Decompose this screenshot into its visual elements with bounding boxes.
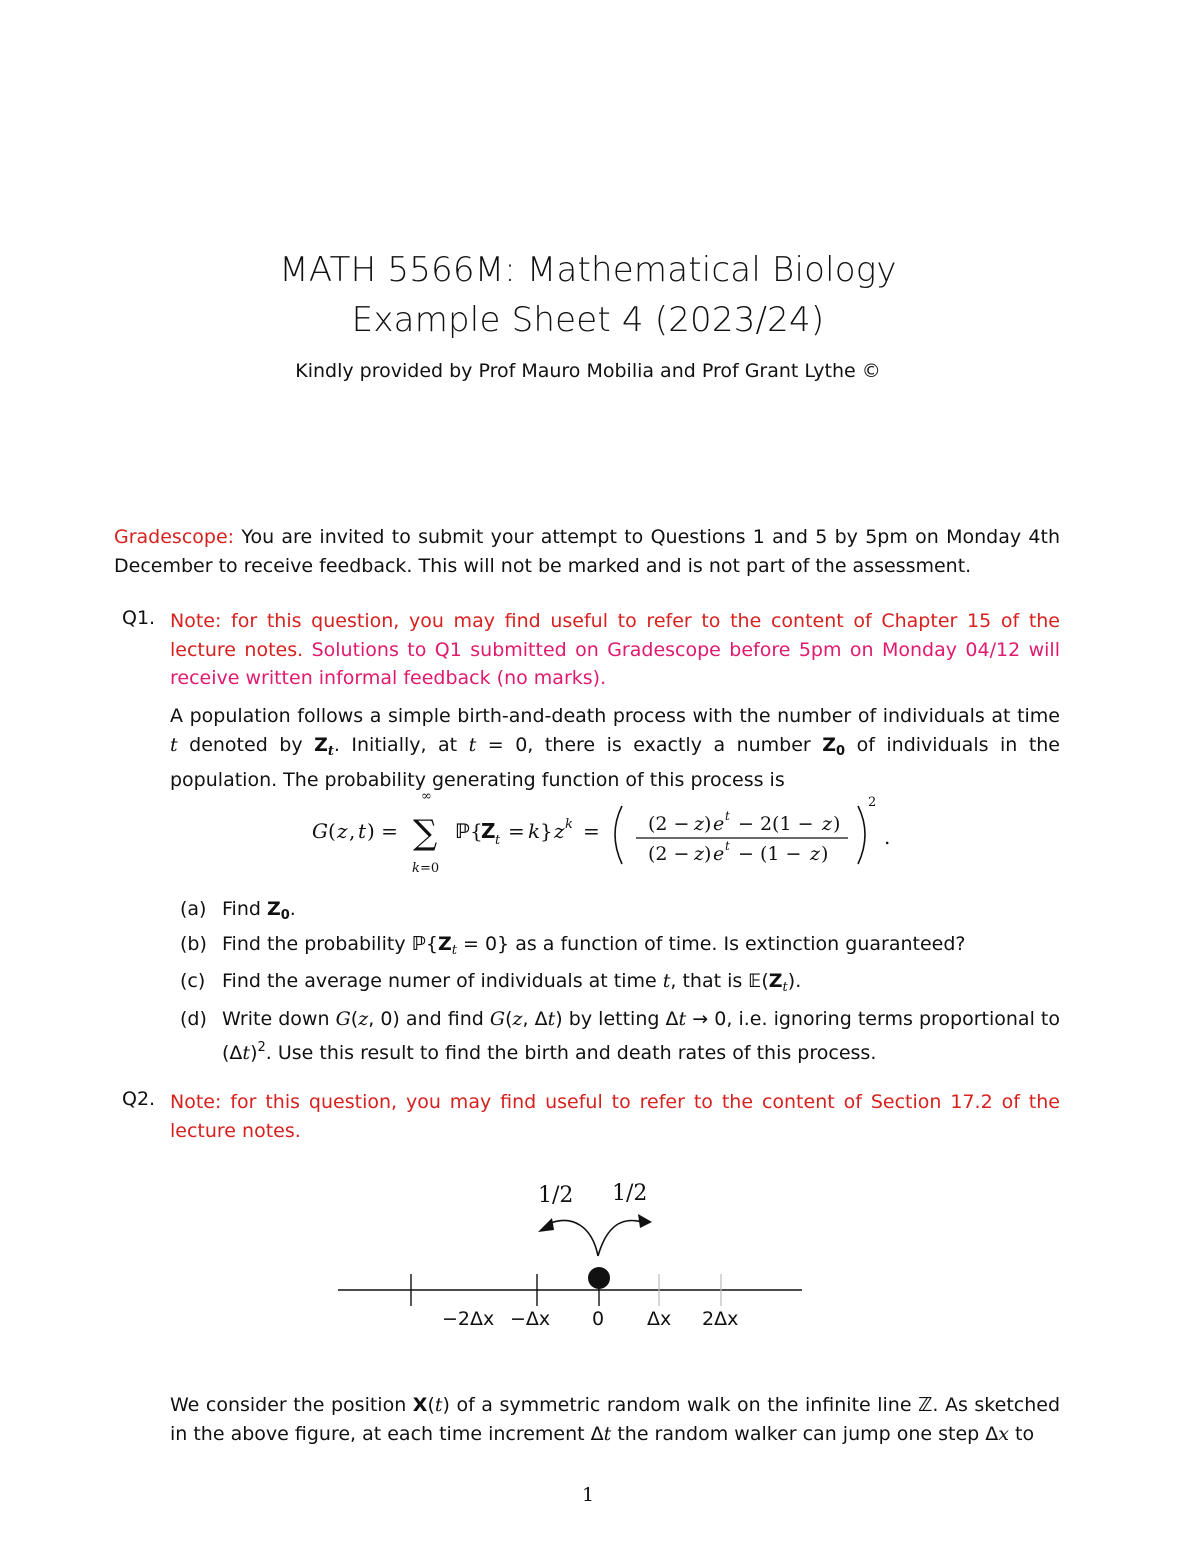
gradescope-paragraph	[114, 523, 1060, 580]
svg-text:ℙ: ℙ	[455, 819, 470, 843]
q1-body-text: . Initially, at	[333, 733, 469, 756]
left-arrowhead	[538, 1218, 554, 1232]
page-title-line2: Example Sheet 4 (2023/24)	[351, 300, 825, 340]
svg-text:z: z	[694, 843, 705, 865]
svg-text:− (1 −: − (1 −	[738, 843, 802, 865]
q1-body-text: of individuals in the population. The probability generating function of this process is	[170, 733, 1060, 791]
byline: Kindly provided by Prof Mauro Mobilia and Prof Grant Lythe ©	[295, 360, 881, 382]
svg-text:t: t	[358, 819, 367, 843]
q2-body-text: of a symmetric random walk on the infinite line	[449, 1394, 919, 1416]
svg-text:=: =	[508, 819, 525, 843]
q1-body-text: A population follows a simple birth-and-death process with the number of individuals at time	[170, 705, 1060, 727]
svg-text:z: z	[337, 819, 348, 843]
q1-body: A population follows a simple birth-and-death process with the number of individuals at time t denoted by $Z_t$. Initially, at t = 0, there is exactly a number $Z_0$ of individuals in the population. The probability generating function of this process is	[170, 705, 1060, 791]
q2-note-red: Note: for this question, you may find useful to refer to the content of Section 17.2 of the lecture notes.	[170, 1091, 1060, 1142]
svg-text:k: k	[412, 861, 420, 876]
svg-text:z: z	[810, 843, 821, 865]
q1-note-pink: Solutions to Q1 submitted on Gradescope before 5pm on Monday 04/12 will receive written informal feedback (no marks).	[170, 638, 1060, 689]
math-Z0: $Z_0$	[822, 733, 846, 759]
page-number: 1	[581, 1484, 595, 1506]
svg-text:): )	[833, 813, 841, 835]
right-arrowhead	[638, 1214, 652, 1228]
svg-text:− 2(1 −: − 2(1 −	[738, 813, 814, 835]
svg-text:t: t	[725, 839, 730, 853]
svg-text:(2 −: (2 −	[648, 813, 690, 835]
q1-note-red: Note: for this question, you may find useful to refer to the content of Chapter 15 of the lecture notes.	[170, 610, 1060, 661]
svg-text:): )	[821, 843, 829, 865]
q1-label: Q1.	[122, 607, 156, 629]
svg-text:e: e	[713, 813, 725, 835]
svg-text:e: e	[713, 843, 725, 865]
tick-label: 2Δx	[702, 1308, 739, 1330]
svg-text:z: z	[694, 813, 705, 835]
walker-dot	[588, 1267, 610, 1289]
q2-label: Q2.	[122, 1088, 156, 1110]
right-jump-arrow	[598, 1220, 642, 1256]
q2-body-text: We consider the position	[170, 1394, 413, 1416]
item-label: (a)	[180, 898, 207, 920]
svg-text:,: ,	[349, 819, 356, 843]
math-Zt: $Z_t$	[314, 733, 334, 759]
prob-left-label: 1/2	[538, 1183, 574, 1208]
page-title-line1: MATH 5566M: Mathematical Biology	[279, 250, 897, 290]
svg-text:z: z	[554, 819, 565, 843]
item-text: Find the probability $ℙ\{Z_t = 0\}$ as a function of time. Is extinction guaranteed?	[222, 933, 966, 958]
tick-label: 0	[592, 1308, 605, 1330]
svg-text:G: G	[312, 819, 328, 843]
gradescope-text: You are invited to submit your attempt to Questions 1 and 5 by 5pm on Monday 4th December to receive feedback. This will not be marked and is not part of the assessment.	[114, 526, 1060, 577]
svg-text:) =: ) =	[367, 819, 398, 843]
svg-text:=0: =0	[420, 861, 440, 876]
svg-text:t: t	[495, 833, 501, 848]
svg-text:}: }	[540, 819, 553, 843]
math-t-equals-0: t	[468, 733, 477, 756]
svg-text:2: 2	[868, 795, 877, 810]
q2-body: We consider the position X(t) of a symmetric random walk on the infinite line ℤ. As sketched in the above figure, at each time increment Δt the random walker can jump one step Δx to	[170, 1394, 1061, 1445]
svg-text:=: =	[583, 819, 600, 843]
q2-body-text: the random walker can jump one step	[611, 1422, 986, 1445]
gradescope-label: Gradescope:	[114, 526, 235, 548]
q2-body-text: to	[1008, 1422, 1035, 1445]
math-t: t	[170, 733, 178, 756]
svg-text:.: .	[884, 825, 891, 849]
q1-body-text: , there is exactly a number	[527, 733, 823, 756]
svg-text:z: z	[822, 813, 833, 835]
prob-right-label: 1/2	[612, 1181, 648, 1206]
item-label: (d)	[180, 1008, 207, 1030]
item-text: Find $Z_0$.	[222, 898, 296, 923]
item-label: (c)	[180, 970, 206, 992]
svg-text:{: {	[470, 819, 483, 843]
svg-text:Z: Z	[481, 819, 496, 843]
item-text: Find the average numer of individuals at time t, that is $𝔼(Z_t)$.	[222, 970, 802, 995]
tick-label: Δx	[647, 1308, 672, 1330]
item-text: Write down G(z, 0) and find G(z, Δt) by letting Δt → 0, i.e. ignoring terms proportional to $(\Delta t)^2$. Use this result to find the birth and death rates of this process.	[222, 1008, 1060, 1064]
q2-body-text: . As sketched in the above figure, at each time increment	[170, 1394, 1061, 1445]
item-label: (b)	[180, 933, 207, 955]
q1-body-text: denoted by	[177, 733, 315, 756]
random-walk-figure	[330, 1170, 810, 1340]
svg-text:k: k	[528, 819, 541, 843]
svg-text:k: k	[565, 817, 573, 832]
svg-text:∑: ∑	[413, 813, 438, 853]
q2-note	[170, 1088, 1060, 1145]
svg-text:): )	[704, 813, 712, 835]
svg-text:t: t	[725, 809, 730, 823]
svg-text:(2 −: (2 −	[648, 843, 690, 865]
svg-text:): )	[704, 843, 712, 865]
generating-function-equation	[300, 778, 920, 878]
tick-label: −2Δx	[442, 1308, 495, 1330]
tick-label: −Δx	[510, 1308, 551, 1330]
q1-note	[170, 607, 1060, 693]
svg-text:∞: ∞	[421, 789, 432, 804]
svg-text:(: (	[328, 819, 336, 843]
left-jump-arrow	[548, 1221, 598, 1256]
